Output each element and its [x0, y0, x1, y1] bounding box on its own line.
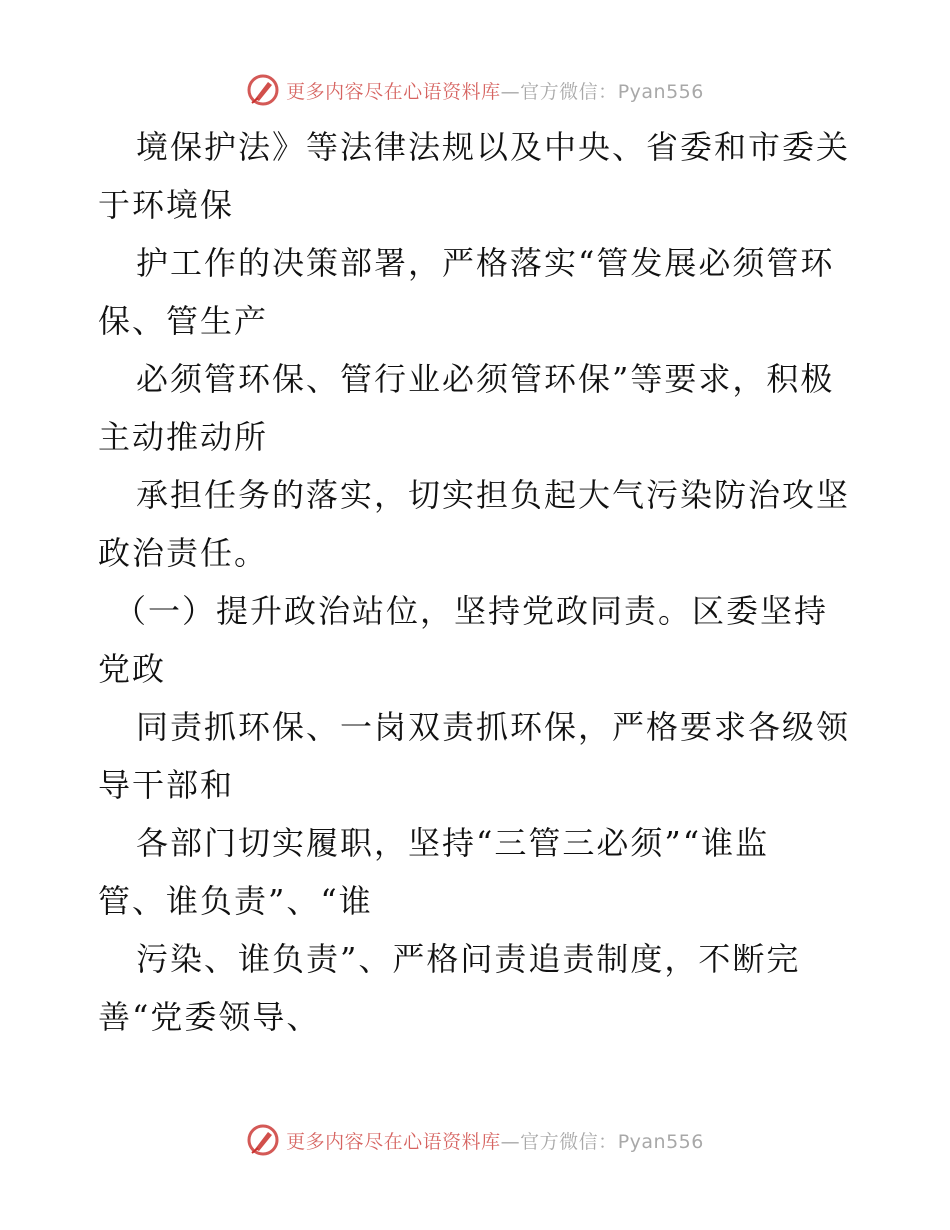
text-line: 承担任务的落实，切实担负起大气污染防治攻坚 [136, 476, 851, 514]
quill-pen-logo-icon [246, 1123, 280, 1157]
watermark-separator: — [500, 1130, 521, 1153]
text-line: 同责抓环保、一岗双责抓环保，严格要求各级领 [136, 708, 851, 746]
text-line: 必须管环保、管行业必须管环保”等要求，积极 [136, 360, 835, 398]
text-line: （一）提升政治站位，坚持党政同责。区委坚持 [114, 592, 829, 630]
text-line: 政治责任。 [98, 534, 269, 572]
watermark-wechat-id: Pyan556 [617, 80, 704, 103]
text-line: 污染、谁负责”、严格问责追责制度，不断完 [136, 940, 801, 978]
watermark-separator: — [500, 80, 521, 103]
text-line: 护工作的决策部署，严格落实“管发展必须管环 [136, 244, 835, 282]
text-line: 于环境保 [98, 186, 235, 224]
watermark-wechat-label: 官方微信： [520, 1130, 618, 1153]
header-watermark [0, 70, 950, 110]
text-line: 各部门切实履职，坚持“三管三必须”“谁监 [136, 824, 770, 862]
text-line: 管、谁负责”、“谁 [98, 882, 373, 920]
text-line: 善“党委领导、 [98, 998, 321, 1036]
watermark-text [286, 77, 704, 104]
footer-watermark [0, 1120, 950, 1160]
text-line: 主动推动所 [98, 418, 269, 456]
text-line: 党政 [98, 650, 167, 688]
quill-pen-logo-icon [246, 73, 280, 107]
watermark-wechat-label: 官方微信： [520, 80, 618, 103]
watermark-brand: 更多内容尽在心语资料库 [286, 1130, 501, 1153]
text-line: 境保护法》等法律法规以及中央、省委和市委关 [136, 128, 851, 166]
document-body [98, 118, 858, 1046]
text-line: 导干部和 [98, 766, 235, 804]
watermark-brand: 更多内容尽在心语资料库 [286, 80, 501, 103]
watermark-text [286, 1127, 704, 1154]
text-line: 保、管生产 [98, 302, 269, 340]
watermark-wechat-id: Pyan556 [617, 1130, 704, 1153]
